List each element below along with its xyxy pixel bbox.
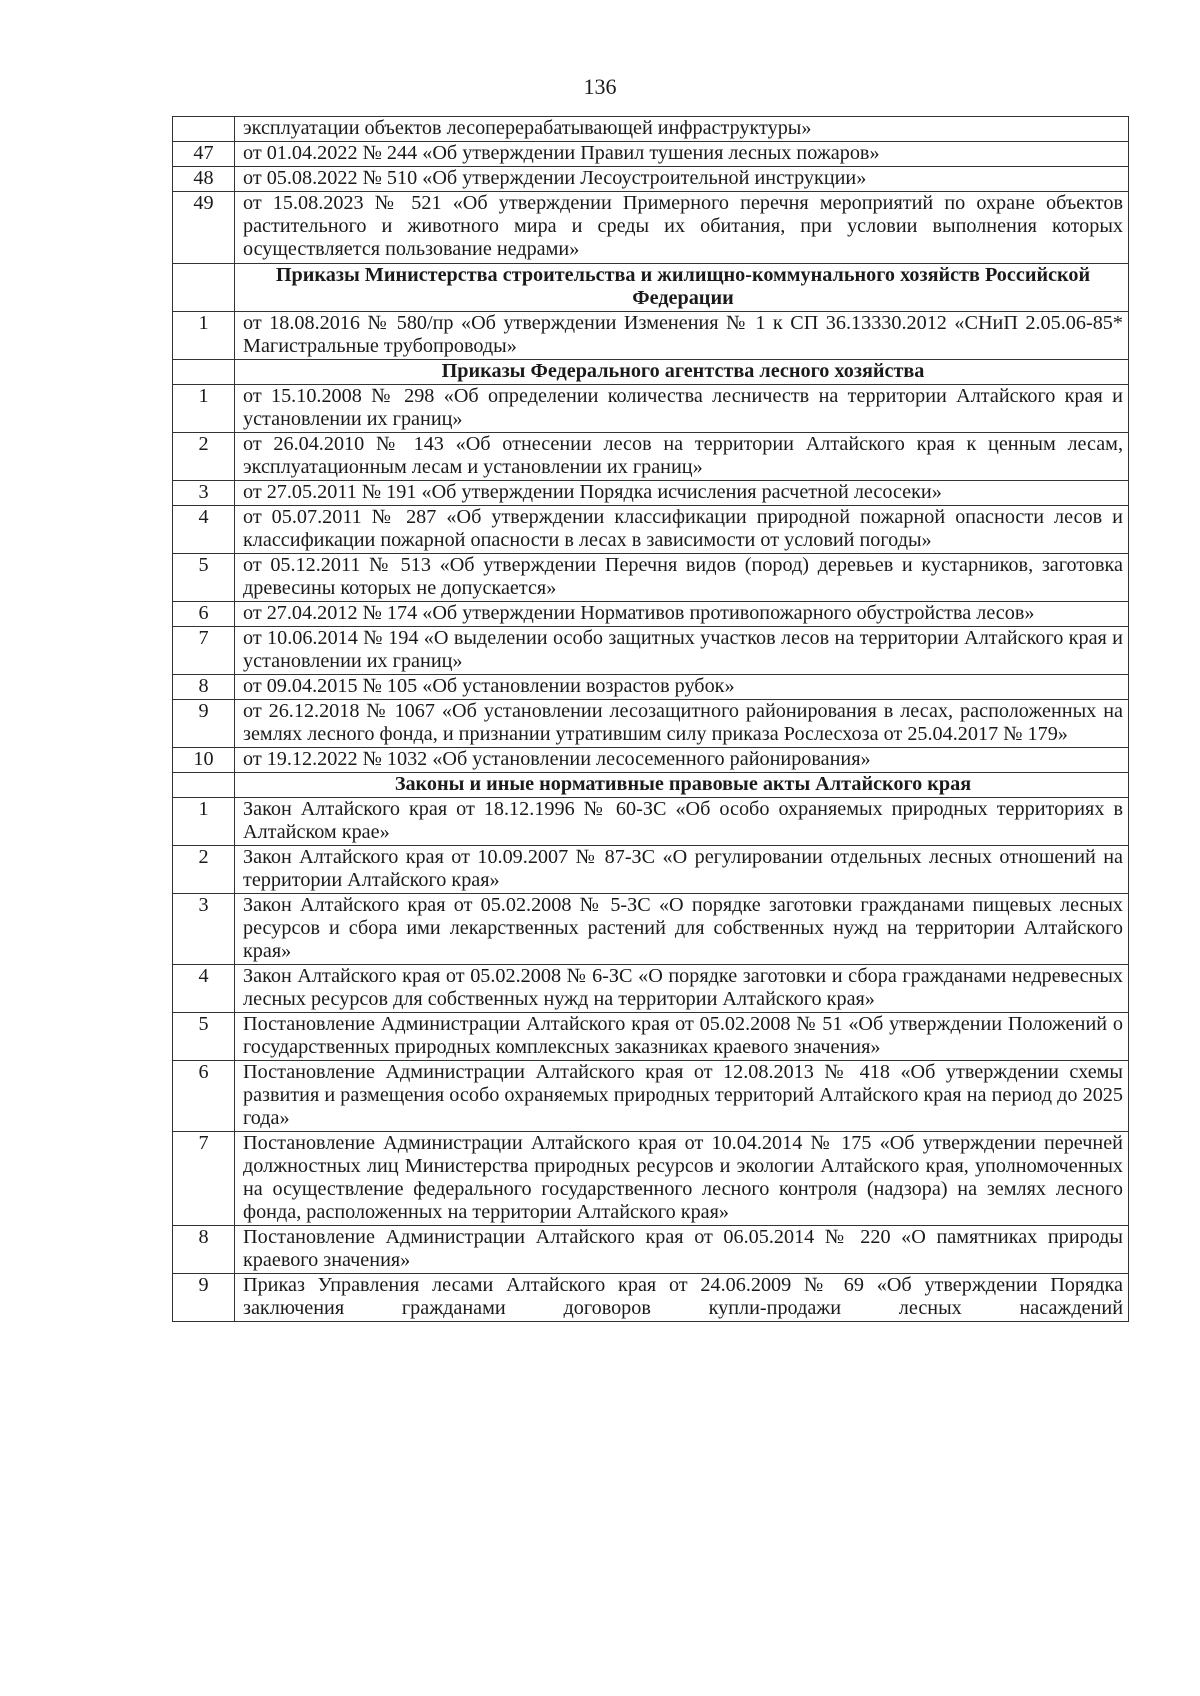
row-number: 9 — [173, 1274, 235, 1322]
table-row — [173, 1274, 1129, 1322]
section-heading-row — [173, 773, 1129, 798]
row-number: 4 — [173, 506, 235, 554]
row-number: 1 — [173, 312, 235, 360]
row-number: 8 — [173, 675, 235, 700]
row-text: Закон Алтайского края от 18.12.1996 № 60-ЗС «Об особо охраняемых природных территориях в Алтайском крае» — [235, 798, 1129, 846]
regulations-table — [172, 116, 1129, 1322]
row-text: Постановление Администрации Алтайского края от 06.05.2014 № 220 «О памятниках природы краевого значения» — [235, 1226, 1129, 1274]
row-number: 6 — [173, 602, 235, 627]
row-number: 1 — [173, 798, 235, 846]
row-text: от 01.04.2022 № 244 «Об утверждении Правил тушения лесных пожаров» — [235, 142, 1129, 167]
row-number: 4 — [173, 965, 235, 1013]
row-number — [173, 117, 235, 142]
row-number: 7 — [173, 1132, 235, 1226]
row-text: от 26.12.2018 № 1067 «Об установлении лесозащитного районирования в лесах, расположенных на землях лесного фонда, и признании утратившим силу приказа Рослесхоза от 25.04.2017 № 179» — [235, 700, 1129, 748]
row-number: 7 — [173, 627, 235, 675]
table-row — [173, 117, 1129, 142]
row-number: 5 — [173, 554, 235, 602]
page-number: 136 — [583, 74, 617, 99]
table-row — [173, 1132, 1129, 1226]
table-row — [173, 602, 1129, 627]
row-text: от 10.06.2014 № 194 «О выделении особо защитных участков лесов на территории Алтайского края и установлении их границ» — [235, 627, 1129, 675]
section-heading: Приказы Министерства строительства и жилищно-коммунального хозяйств Российской Федерации — [235, 264, 1129, 312]
table-row — [173, 894, 1129, 965]
table-row — [173, 1226, 1129, 1274]
row-text: от 19.12.2022 № 1032 «Об установлении лесосеменного районирования» — [235, 748, 1129, 773]
row-text: Закон Алтайского края от 05.02.2008 № 5-ЗС «О порядке заготовки гражданами пищевых лесных ресурсов и сбора ими лекарственных растений для собственных нужд на территории Алтайского края» — [235, 894, 1129, 965]
table-row — [173, 167, 1129, 192]
row-text: Закон Алтайского края от 05.02.2008 № 6-ЗС «О порядке заготовки и сбора гражданами недревесных лесных ресурсов для собственных нужд на территории Алтайского края» — [235, 965, 1129, 1013]
row-text: от 18.08.2016 № 580/пр «Об утверждении Изменения № 1 к СП 36.13330.2012 «СНиП 2.05.06-85* Магистральные трубопроводы» — [235, 312, 1129, 360]
row-text: Постановление Администрации Алтайского края от 10.04.2014 № 175 «Об утверждении перечней должностных лиц Министерства природных ресурсов и экологии Алтайского края, уполномоченных на осуществление федерального государственного лесного контроля (надзора) на землях лесного фонда, расположенных на территории Алтайского края» — [235, 1132, 1129, 1226]
row-text: Закон Алтайского края от 10.09.2007 № 87-ЗС «О регулировании отдельных лесных отношений на территории Алтайского края» — [235, 846, 1129, 894]
table-row — [173, 1061, 1129, 1132]
row-number: 10 — [173, 748, 235, 773]
table-row — [173, 846, 1129, 894]
row-text: Постановление Администрации Алтайского края от 12.08.2013 № 418 «Об утверждении схемы развития и размещения особо охраняемых природных территорий Алтайского края на период до 2025 года» — [235, 1061, 1129, 1132]
table-row — [173, 965, 1129, 1013]
table-row — [173, 433, 1129, 481]
row-text: от 15.08.2023 № 521 «Об утверждении Примерного перечня мероприятий по охране объектов растительного и животного мира и среды их обитания, при условии выполнения которых осуществляется пользование недрами» — [235, 192, 1129, 264]
table-row — [173, 385, 1129, 433]
section-heading-row — [173, 264, 1129, 312]
row-number: 2 — [173, 846, 235, 894]
row-text: от 09.04.2015 № 105 «Об установлении возрастов рубок» — [235, 675, 1129, 700]
row-number: 3 — [173, 894, 235, 965]
row-text: Постановление Администрации Алтайского края от 05.02.2008 № 51 «Об утверждении Положений о государственных природных комплексных заказниках краевого значения» — [235, 1013, 1129, 1061]
row-text: от 27.05.2011 № 191 «Об утверждении Порядка исчисления расчетной лесосеки» — [235, 481, 1129, 506]
table-row — [173, 700, 1129, 748]
row-number: 3 — [173, 481, 235, 506]
table-row — [173, 554, 1129, 602]
row-text: от 05.07.2011 № 287 «Об утверждении классификации природной пожарной опасности лесов и классификации пожарной опасности в лесах в зависимости от условий погоды» — [235, 506, 1129, 554]
section-heading-row — [173, 360, 1129, 385]
table-row — [173, 1013, 1129, 1061]
row-number: 5 — [173, 1013, 235, 1061]
row-text: от 27.04.2012 № 174 «Об утверждении Нормативов противопожарного обустройства лесов» — [235, 602, 1129, 627]
row-number: 47 — [173, 142, 235, 167]
table-row — [173, 798, 1129, 846]
row-text: от 05.12.2011 № 513 «Об утверждении Перечня видов (пород) деревьев и кустарников, заготовка древесины которых не допускается» — [235, 554, 1129, 602]
table-row — [173, 675, 1129, 700]
section-heading: Законы и иные нормативные правовые акты Алтайского края — [235, 773, 1129, 798]
table-row — [173, 748, 1129, 773]
row-number — [173, 264, 235, 312]
table-row — [173, 627, 1129, 675]
section-heading: Приказы Федерального агентства лесного хозяйства — [235, 360, 1129, 385]
row-text: от 26.04.2010 № 143 «Об отнесении лесов на территории Алтайского края к ценным лесам, эксплуатационным лесам и установлении их границ» — [235, 433, 1129, 481]
row-number: 49 — [173, 192, 235, 264]
row-text: от 05.08.2022 № 510 «Об утверждении Лесоустроительной инструкции» — [235, 167, 1129, 192]
row-number — [173, 773, 235, 798]
row-number: 8 — [173, 1226, 235, 1274]
row-number: 9 — [173, 700, 235, 748]
row-text: от 15.10.2008 № 298 «Об определении количества лесничеств на территории Алтайского края и установлении их границ» — [235, 385, 1129, 433]
table-row — [173, 192, 1129, 264]
row-number: 2 — [173, 433, 235, 481]
table-row — [173, 142, 1129, 167]
table-row — [173, 481, 1129, 506]
row-number: 48 — [173, 167, 235, 192]
table-row — [173, 506, 1129, 554]
table-row — [173, 312, 1129, 360]
row-number: 1 — [173, 385, 235, 433]
row-number: 6 — [173, 1061, 235, 1132]
row-text: Приказ Управления лесами Алтайского края от 24.06.2009 № 69 «Об утверждении Порядка заключения гражданами договоров купли-продажи лесных насаждений — [235, 1274, 1129, 1322]
row-text: эксплуатации объектов лесоперерабатывающей инфраструктуры» — [235, 117, 1129, 142]
row-number — [173, 360, 235, 385]
